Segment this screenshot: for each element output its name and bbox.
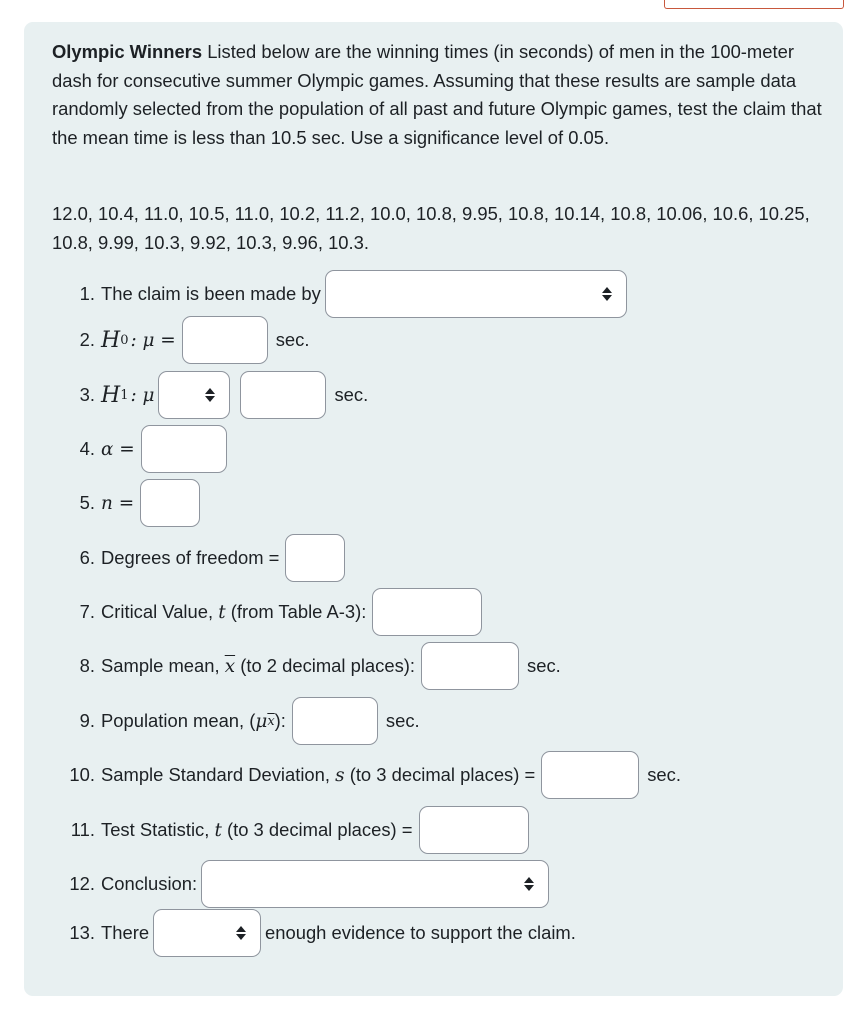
question-label-pre: Critical Value, bbox=[101, 601, 214, 622]
problem-title: Olympic Winners bbox=[52, 41, 203, 62]
question-number: 3. bbox=[79, 384, 95, 405]
test-statistic-input[interactable] bbox=[419, 806, 529, 854]
sample-mean-input[interactable] bbox=[421, 642, 519, 690]
question-number: 13. bbox=[69, 922, 95, 943]
question-label: Conclusion: bbox=[101, 873, 198, 894]
population-mean-input[interactable] bbox=[292, 697, 378, 745]
question-label-post: (to 3 decimal places) = bbox=[226, 819, 413, 840]
question-number: 10. bbox=[69, 764, 95, 785]
question-13 bbox=[66, 909, 576, 957]
question-label: n = bbox=[101, 492, 135, 514]
question-label-post: (to 2 decimal places): bbox=[240, 655, 416, 676]
mu-subscript: $\overline{x}$ bbox=[267, 713, 275, 729]
alt-hypothesis-symbol: H bbox=[101, 382, 121, 408]
select-arrows-icon bbox=[524, 877, 534, 891]
question-11 bbox=[66, 806, 535, 854]
question-number: 4. bbox=[79, 438, 95, 459]
question-12 bbox=[66, 860, 553, 908]
alt-hypothesis-relation: : μ bbox=[130, 384, 155, 406]
problem-statement bbox=[52, 38, 822, 152]
null-hypothesis-relation: : μ = bbox=[130, 329, 176, 351]
question-number: 1. bbox=[79, 283, 95, 304]
s-variable: s bbox=[335, 764, 345, 786]
question-label: α = bbox=[101, 438, 135, 460]
evidence-select[interactable] bbox=[153, 909, 261, 957]
top-input-edge[interactable] bbox=[664, 0, 844, 9]
mu-variable: μ bbox=[255, 710, 268, 732]
critical-value-input[interactable] bbox=[372, 588, 482, 636]
data-values: 12.0, 10.4, 11.0, 10.5, 11.0, 10.2, 11.2, 10.0, 10.8, 9.95, 10.8, 10.14, 10.8, 10.06, 10.6, 10.25, 10.8, 9.99, 10.3, 9.92, 10.3, 9.96, 10.3. bbox=[52, 203, 810, 253]
question-card bbox=[24, 22, 843, 996]
null-hypothesis-symbol: H bbox=[101, 327, 121, 353]
question-7 bbox=[66, 588, 488, 636]
unit-label: sec. bbox=[334, 384, 369, 405]
question-1 bbox=[66, 270, 631, 318]
question-label-post: enough evidence to support the claim. bbox=[265, 922, 576, 943]
sample-size-input[interactable] bbox=[140, 479, 200, 527]
alt-mean-input[interactable] bbox=[240, 371, 326, 419]
question-3 bbox=[66, 371, 368, 419]
alpha-input[interactable] bbox=[141, 425, 227, 473]
select-arrows-icon bbox=[602, 287, 612, 301]
std-deviation-input[interactable] bbox=[541, 751, 639, 799]
question-8 bbox=[66, 642, 561, 690]
t-variable: t bbox=[218, 601, 226, 623]
question-5 bbox=[66, 479, 206, 527]
question-10 bbox=[66, 751, 681, 799]
question-label-pre: Test Statistic, bbox=[101, 819, 210, 840]
question-label: Degrees of freedom = bbox=[101, 547, 280, 568]
unit-label: sec. bbox=[385, 710, 420, 731]
null-hypothesis-subscript: 0 bbox=[120, 332, 129, 348]
question-label-pre: There bbox=[101, 922, 150, 943]
question-label-pre: Population mean, ( bbox=[101, 710, 256, 731]
claim-source-select[interactable] bbox=[325, 270, 627, 318]
question-label-post: (to 3 decimal places) = bbox=[349, 764, 536, 785]
alt-operator-select[interactable] bbox=[158, 371, 230, 419]
unit-label: sec. bbox=[275, 329, 310, 350]
question-number: 5. bbox=[79, 492, 95, 513]
question-9 bbox=[66, 697, 420, 745]
question-number: 2. bbox=[79, 329, 95, 350]
question-label: The claim is been made by bbox=[101, 283, 321, 304]
question-number: 6. bbox=[79, 547, 95, 568]
question-2 bbox=[66, 316, 309, 364]
question-label-pre: Sample Standard Deviation, bbox=[101, 764, 330, 785]
question-number: 11. bbox=[70, 819, 95, 840]
question-label-post: ): bbox=[274, 710, 286, 731]
unit-label: sec. bbox=[647, 764, 681, 785]
x-bar-variable: $\overline{x}$ bbox=[224, 655, 236, 677]
t-variable: t bbox=[214, 819, 222, 841]
alt-hypothesis-subscript: 1 bbox=[120, 387, 129, 403]
problem-text: Listed below are the winning times (in seconds) of men in the 100-meter dash for consecutive summer Olympic games. Assuming that these results are sample data randomly selected from the population of all past and future Olympic games, test the claim that the mean time is less than 10.5 sec. Use a significance level of 0.05. bbox=[52, 41, 822, 148]
select-arrows-icon bbox=[205, 388, 215, 402]
question-number: 7. bbox=[79, 601, 95, 622]
question-number: 9. bbox=[79, 710, 95, 731]
question-6 bbox=[66, 534, 351, 582]
select-arrows-icon bbox=[236, 926, 246, 940]
null-mean-input[interactable] bbox=[182, 316, 268, 364]
question-4 bbox=[66, 425, 233, 473]
question-label-pre: Sample mean, bbox=[101, 655, 220, 676]
question-label-post: (from Table A-3): bbox=[230, 601, 367, 622]
unit-label: sec. bbox=[527, 655, 561, 676]
degrees-of-freedom-input[interactable] bbox=[285, 534, 345, 582]
conclusion-select[interactable] bbox=[201, 860, 549, 908]
question-number: 12. bbox=[69, 873, 95, 894]
question-number: 8. bbox=[79, 655, 95, 676]
